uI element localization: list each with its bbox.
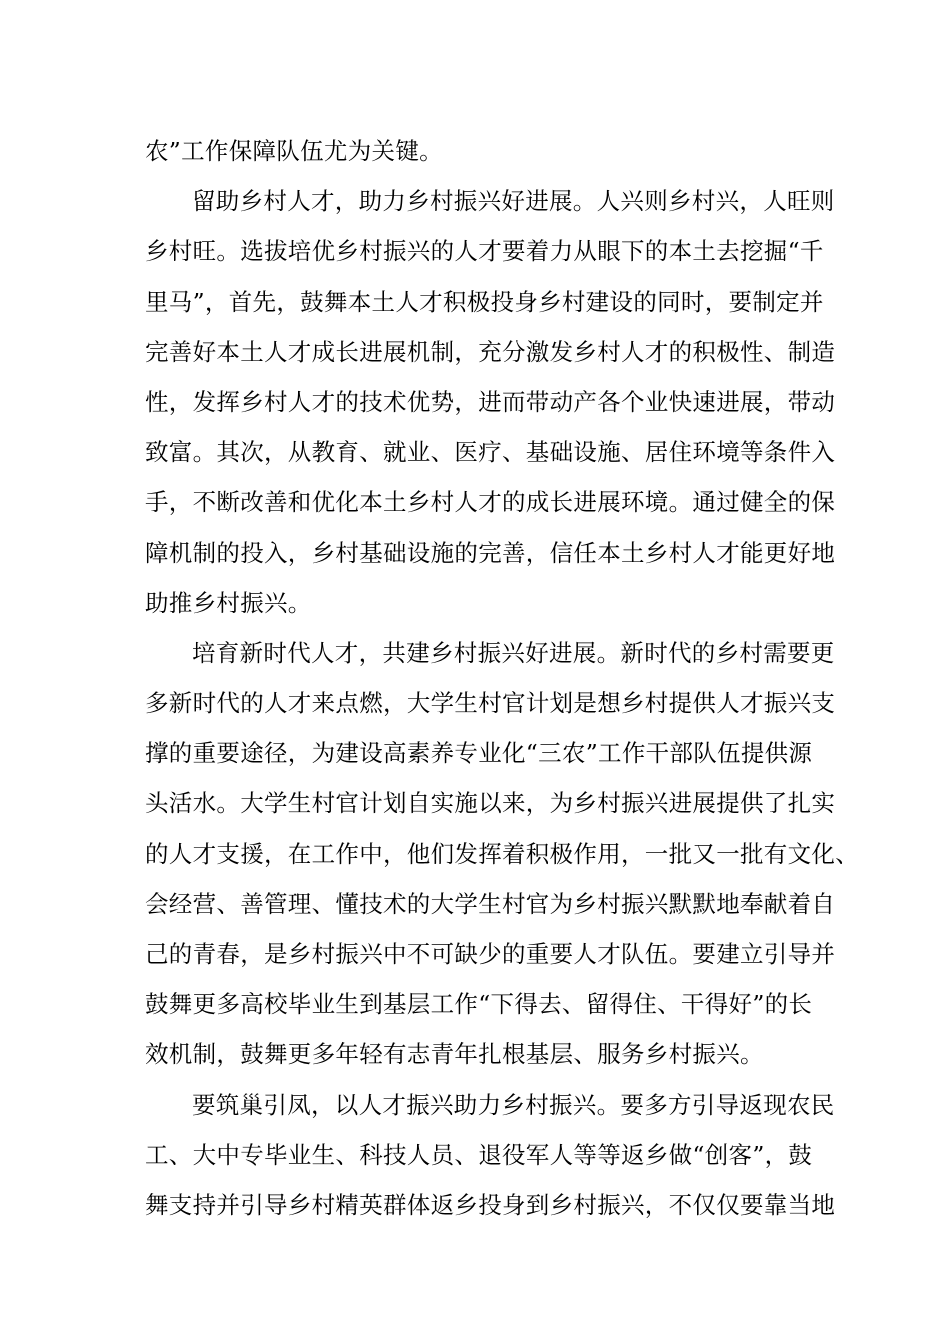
text-line: 会经营、善管理、懂技术的大学生村官为乡村振兴默默地奉献着自	[145, 889, 836, 918]
text-line: 效机制，鼓舞更多年轻有志青年扎根基层、服务乡村振兴。	[145, 1040, 764, 1069]
text-line: 舞支持并引导乡村精英群体返乡投身到乡村振兴，不仅仅要靠当地	[145, 1190, 836, 1219]
text-line: 乡村旺。选拔培优乡村振兴的人才要着力从眼下的本土去挖掘“千	[145, 237, 824, 266]
text-line: 留助乡村人才，助力乡村振兴好进展。人兴则乡村兴，人旺则	[192, 187, 835, 216]
text-line: 头活水。大学生村官计划自实施以来，为乡村振兴进展提供了扎实	[145, 789, 836, 818]
text-line: 的人才支援，在工作中，他们发挥着积极作用，一批又一批有文化、	[145, 839, 859, 868]
text-line: 里马”，首先，鼓舞本土人才积极投身乡村建设的同时，要制定并	[145, 287, 824, 316]
text-line: 手，不断改善和优化本土乡村人才的成长进展环境。通过健全的保	[145, 488, 836, 517]
text-line: 完善好本土人才成长进展机制，充分激发乡村人才的积极性、制造	[145, 337, 836, 366]
text-line: 助推乡村振兴。	[145, 588, 312, 617]
text-line: 撑的重要途径，为建设高素养专业化“三农”工作干部队伍提供源	[145, 739, 813, 768]
text-line: 己的青春，是乡村振兴中不可缺少的重要人才队伍。要建立引导并	[145, 940, 836, 968]
text-line: 障机制的投入，乡村基础设施的完善，信任本土乡村人才能更好地	[145, 538, 836, 567]
text-line: 工、大中专毕业生、科技人员、退役军人等等返乡做“创客”，鼓	[145, 1140, 813, 1169]
text-line: 农”工作保障队伍尤为关键。	[145, 137, 443, 165]
text-line: 要筑巢引凤，以人才振兴助力乡村振兴。要多方引导返现农民	[192, 1090, 835, 1119]
text-line: 鼓舞更多高校毕业生到基层工作“下得去、留得住、干得好”的长	[145, 990, 813, 1019]
text-line: 致富。其次，从教育、就业、医疗、基础设施、居住环境等条件入	[145, 438, 836, 467]
text-line: 性，发挥乡村人才的技术优势，进而带动产各个业快速进展，带动	[145, 387, 836, 416]
body-text	[145, 126, 859, 1230]
text-line: 培育新时代人才，共建乡村振兴好进展。新时代的乡村需要更	[192, 638, 835, 667]
text-line: 多新时代的人才来点燃，大学生村官计划是想乡村提供人才振兴支	[145, 689, 836, 718]
